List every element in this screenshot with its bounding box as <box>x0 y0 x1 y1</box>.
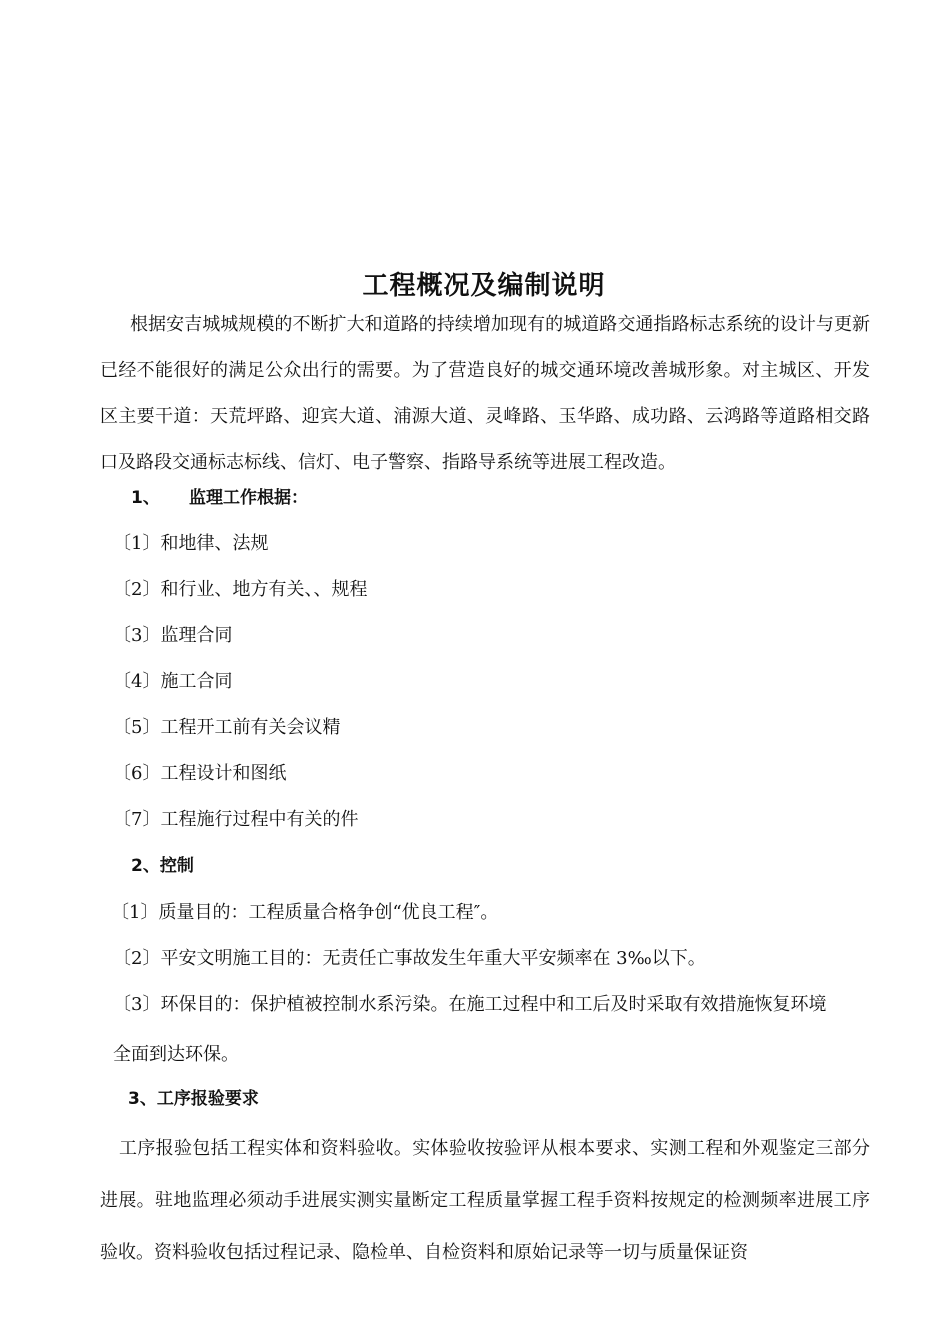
section1-heading <box>131 483 308 513</box>
section1-title: 监理工作根据： <box>189 488 308 508</box>
section2-item-1: 〔1〕质量目的：工程质量合格争创“优良工程″。 <box>111 902 499 923</box>
intro-paragraph: 根据安吉城城规模的不断扩大和道路的持续增加现有的城道路交通指路标志系统的设计与更新已经不能很好的满足公众出行的需要。为了营造良好的城交通环境改善城形象。对主城区、开发区主要干道：天荒坪路、迎宾大道、浦源大道、灵峰路、玉华路、成功路、云鸿路等道路相交路口及路段交通标志标线、信灯、电子警察、指路导系统等进展工程改造。 <box>100 314 870 473</box>
section1-item-6: 〔6〕工程设计和图纸 <box>113 763 287 784</box>
section1-item-4: 〔4〕施工合同 <box>113 671 233 692</box>
section1-number: 1、 <box>131 488 160 508</box>
section2-item-3-continued: 全面到达环保。 <box>113 1044 239 1065</box>
section3-paragraph: 工序报验包括工程实体和资料验收。实体验收按验评从根本要求、实测工程和外观鉴定三部分进展。驻地监理必须动手进展实测实量断定工程质量掌握工程手资料按规定的检测频率进展工序验收。资料验收包括过程记录、隐检单、自检资料和原始记录等一切与质量保证资 <box>100 1138 870 1263</box>
section1-item-3: 〔3〕监理合同 <box>113 625 233 646</box>
section1-item-1: 〔1〕和地律、法规 <box>113 533 269 554</box>
section2-heading: 2、控制 <box>131 856 194 876</box>
section1-item-2: 〔2〕和行业、地方有关、、规程 <box>113 579 368 600</box>
section2-item-2: 〔2〕平安文明施工目的：无责任亡事故发生年重大平安频率在 3‰以下。 <box>113 948 706 969</box>
section1-item-5: 〔5〕工程开工前有关会议精 <box>113 717 341 738</box>
section3-heading: 3、工序报验要求 <box>128 1089 259 1109</box>
section2-item-3: 〔3〕环保目的：保护植被控制水系污染。在施工过程中和工后及时采取有效措施恢复环境 <box>113 994 827 1015</box>
document-title: 工程概况及编制说明 <box>362 271 606 301</box>
section1-item-7: 〔7〕工程施行过程中有关的件 <box>113 809 359 830</box>
